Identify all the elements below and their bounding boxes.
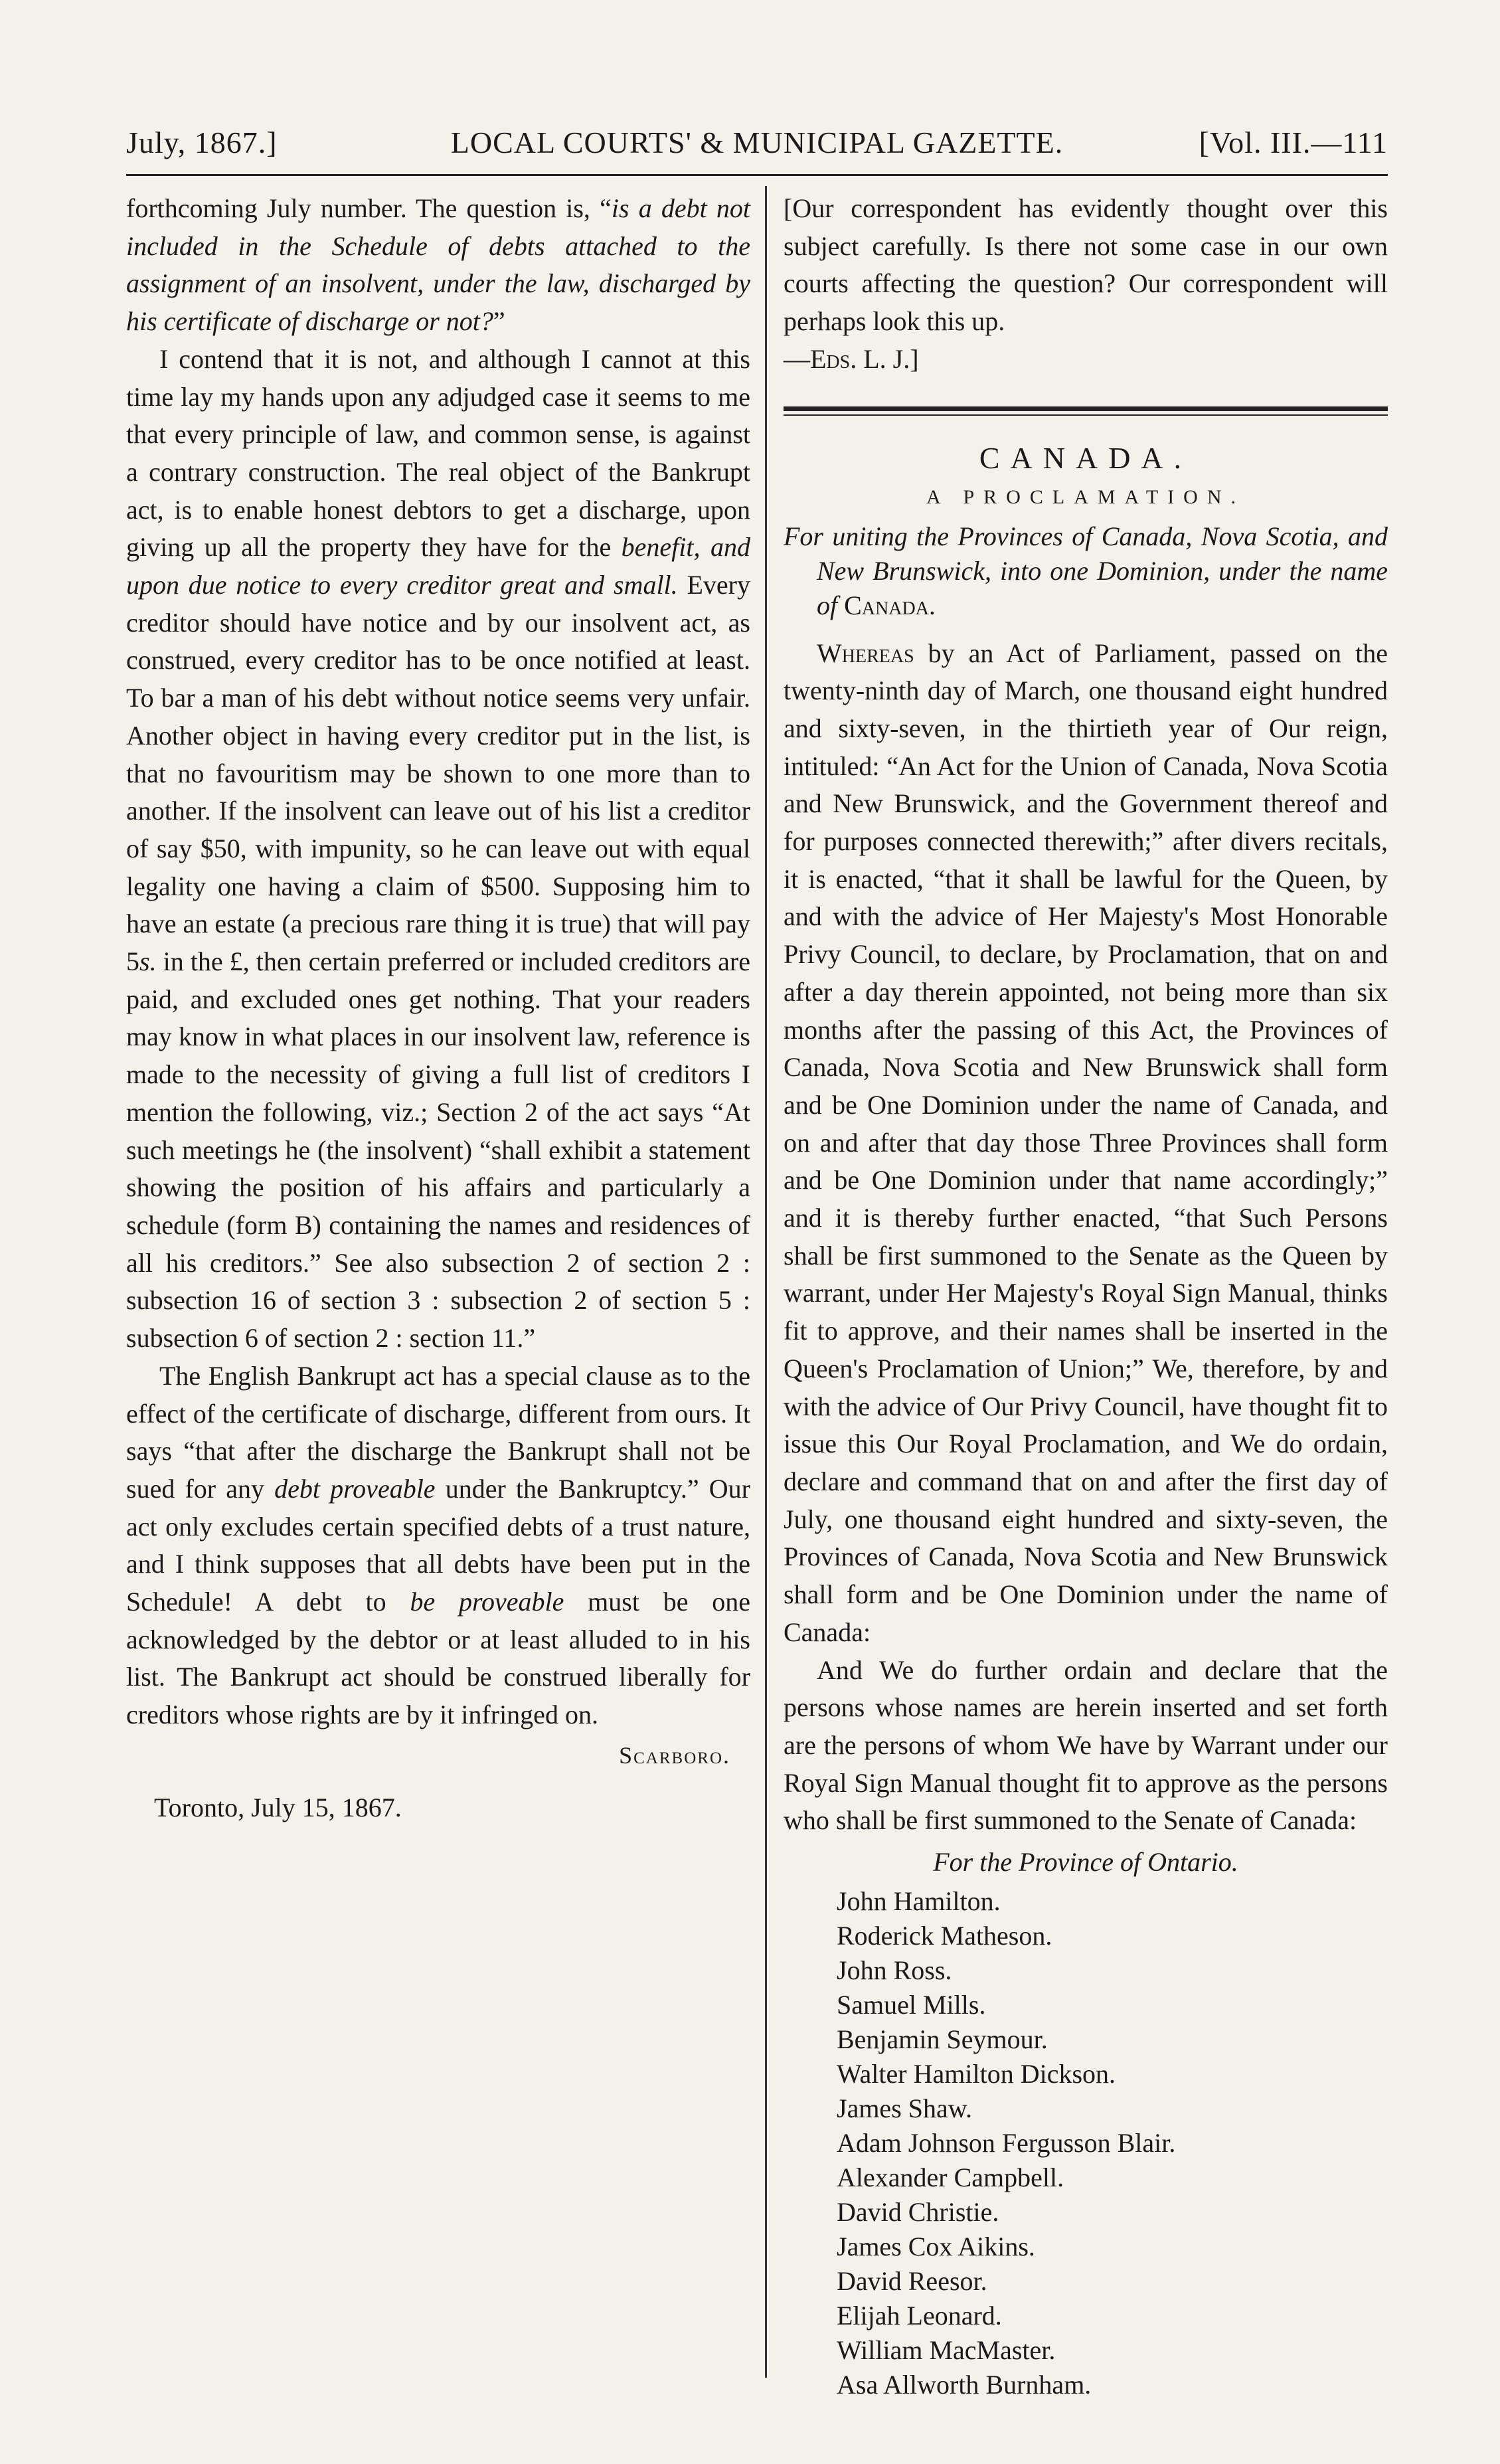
question-italic: is a debt not included in the Schedule of debts attached to the assignment of an insolvent, under the law, discharged by his certificate of discharge or not?	[126, 193, 750, 337]
list-item: William MacMaster.	[837, 2334, 1056, 2365]
whereas-word: Whereas	[817, 638, 914, 668]
text-span: in the £, then certain preferred or included creditors are paid, and excluded ones get nothing. That your readers may know in what places in our insolvent law, reference is made to the necessity of giving a full list of creditors I mention the following, viz.; Section 2 of the act says “At such meetings he (the insolvent) “shall exhibit a statement showing the position of his affairs and particularly a schedule (form B) containing the names and residences of all his creditors.” See also subsection 2 of section 2 : subsection 16 of section 3 : subsection 2 of section 5 : subsection 6 of section 2 : section 11.”	[126, 946, 750, 1354]
proclamation-subtitle: A PROCLAMATION.	[926, 485, 1246, 508]
list-item: Benjamin Seymour.	[837, 2024, 1048, 2054]
text-span: ”	[493, 306, 505, 337]
proclamation-description	[784, 519, 1388, 623]
province-heading: For the Province of Ontario.	[933, 1847, 1238, 1878]
letter-paragraph-3	[126, 1358, 750, 1734]
rule-thick	[784, 406, 1388, 411]
list-item: Roderick Matheson.	[837, 1920, 1052, 1951]
letter-paragraph-1	[126, 190, 750, 341]
header-date: July, 1867.]	[126, 126, 278, 159]
right-column	[784, 190, 1388, 2402]
shilling-italic: s.	[139, 946, 157, 977]
text-span: must be one acknowledged by the debtor or at least alluded to in his list. The Bankrupt act should be construed liberally for creditors whose rights are by it infringed on.	[126, 1587, 750, 1730]
text-span: by an Act of Parliament, passed on the twenty-ninth day of March, one thousand eight hundred and sixty-seven, in the thirtieth year of Our reign, intituled: “An Act for the Union of Canada, Nova Scotia and New Brunswick, and the Government thereof and for purposes connected therewith;” after divers recitals, it is enacted, “that it shall be lawful for the Queen, by and with the advice of Her Majesty's Most Honorable Privy Council, to declare, by Proclamation, that on and after a day therein appointed, not being more than six months after the passing of this Act, the Provinces of Canada, Nova Scotia and New Brunswick shall form and be One Dominion under the name of Canada, and on and after that day those Three Provinces shall form and be One Dominion under that name accordingly;” and it is thereby further enacted, “that Such Persons shall be first summoned to the Senate as the Queen by warrant, under Her Majesty's Royal Sign Manual, thinks fit to approve, and their names shall be inserted in the Queen's Proclamation of Union;” We, therefore, by and with the advice of Our Privy Council, have thought fit to issue this Our Royal Proclamation, and We do ordain, declare and command that on and after the first day of July, one thousand eight hundred and sixty-seven, the Provinces of Canada, Nova Scotia and New Brunswick shall form and be One Dominion under the name of Canada:	[784, 638, 1388, 1647]
list-item: Elijah Leonard.	[837, 2300, 1002, 2331]
list-item: John Ross.	[837, 1955, 952, 1985]
text-span: forthcoming July number. The question is, “	[126, 193, 612, 223]
letter-signoff: Scarboro.	[619, 1741, 730, 1769]
column-divider	[765, 186, 767, 2378]
left-column	[126, 190, 750, 1826]
senator-list	[837, 1884, 1388, 2402]
text-span: For uniting the Provinces of Canada, Nova Scotia, and New Brunswick, into one Dominion, under the name of	[784, 521, 1388, 620]
header-volume: [Vol. III.—111	[1199, 126, 1388, 159]
text-span: Every creditor should have notice and by our insolvent act, as construed, every creditor has to be once notified at least. To bar a man of his debt without notice seems very unfair. Another object in having every creditor put in the list, is that no favouritism may be shown to one more than to another. If the insolvent can leave out of his list a creditor of say $50, with impunity, so he can leave out with equal legality one having a claim of $500. Supposing him to have an estate (a precious rare thing it is true) that will pay 5	[126, 570, 750, 977]
text-span: The English Bankrupt act has a special clause as to the effect of the certificate of discharge, different from ours. It says “that after the discharge the Bankrupt shall not be sued for any	[126, 1360, 750, 1504]
section-rule	[784, 406, 1388, 416]
letter-paragraph-2	[126, 341, 750, 1358]
letter-dateline: Toronto, July 15, 1867.	[154, 1792, 402, 1822]
list-item: Adam Johnson Fergusson Blair.	[837, 2127, 1176, 2158]
list-item: Samuel Mills.	[837, 1989, 986, 2020]
list-item: Alexander Campbell.	[837, 2162, 1064, 2192]
editor-note	[784, 190, 1388, 379]
whereas-paragraph	[784, 635, 1388, 1652]
editor-signature: —Eds. L. J.]	[784, 343, 919, 374]
text-span: under the Bankruptcy.” Our act only excludes certain specified debts of a trust nature, and I think supposes that all debts have been put in the Schedule! A debt to	[126, 1473, 750, 1617]
emphasis-italic: be proveable	[410, 1587, 564, 1617]
header-title: LOCAL COURTS' & MUNICIPAL GAZETTE.	[450, 126, 1064, 159]
emphasis-italic: debt proveable	[274, 1473, 436, 1504]
list-item: James Cox Aikins.	[837, 2231, 1035, 2261]
header-rule	[126, 174, 1388, 176]
page-header	[126, 125, 1388, 171]
proclamation-title: CANADA.	[979, 440, 1193, 475]
text-span: [Our correspondent has evidently thought over this subject carefully. Is there not some case in our own courts affecting the question? Our correspondent will perhaps look this up.	[784, 193, 1388, 337]
list-item: James Shaw.	[837, 2093, 973, 2123]
list-item: Asa Allworth Burnham.	[837, 2369, 1092, 2400]
list-item: Walter Hamilton Dickson.	[837, 2058, 1116, 2089]
list-item: David Reesor.	[837, 2265, 987, 2296]
list-item: David Christie.	[837, 2196, 999, 2227]
text-span: I contend that it is not, and although I cannot at this time lay my hands upon any adjudged case it seems to me that every principle of law, and common sense, is against a contrary construction. The real object of the Bankrupt act, is to enable honest debtors to get a discharge, upon giving up all the property they have for the	[126, 343, 750, 563]
list-item: John Hamilton.	[837, 1886, 1001, 1916]
emphasis-italic: benefit, and upon due notice to every creditor great and small.	[126, 532, 750, 600]
ordain-paragraph: And We do further ordain and declare that the persons whose names are herein inserted and set forth are the persons of whom We have by Warrant under our Royal Sign Manual thought fit to approve as the persons who shall be first summoned to the Senate of Canada:	[784, 1654, 1388, 1836]
dominion-name: Canada.	[844, 590, 936, 620]
rule-thin	[784, 414, 1388, 416]
